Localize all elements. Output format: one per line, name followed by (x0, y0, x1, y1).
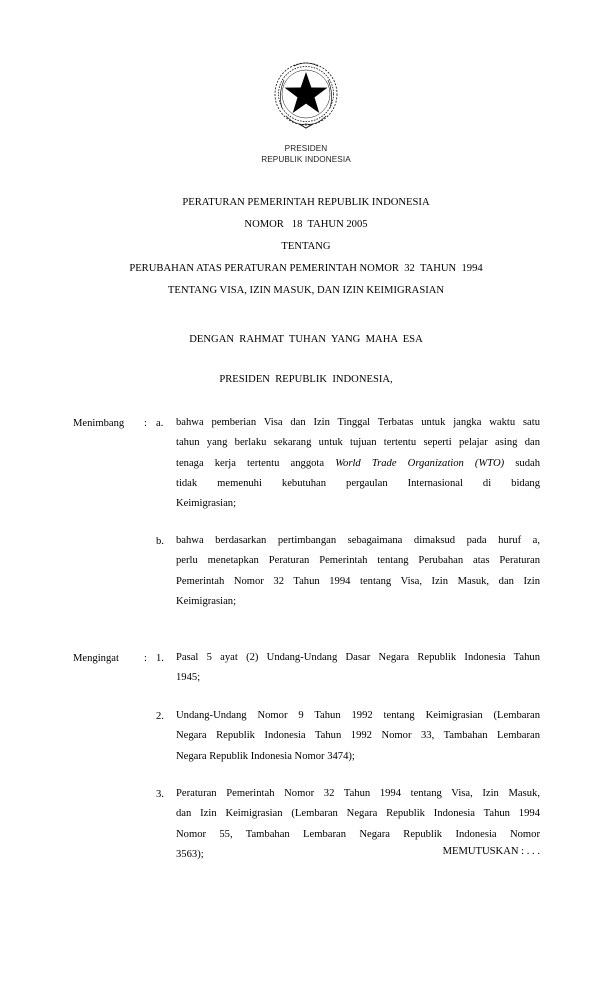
text-line: bahwa pemberian Visa dan Izin Tinggal Terbatas untuk jangka waktu satu (176, 417, 540, 428)
text-line: Undang-Undang Nomor 9 Tahun 1992 tentang Keimigrasian (Lembaran (176, 710, 540, 721)
authority: PRESIDEN REPUBLIK INDONESIA, (219, 374, 393, 385)
office-title-line1: PRESIDEN (284, 144, 328, 153)
text-line (176, 454, 540, 474)
invocation: DENGAN RAHMAT TUHAN YANG MAHA ESA (189, 334, 423, 345)
mengingat-item-2 (176, 706, 540, 767)
text-line: Negara Republik Indonesia Nomor 3474); (176, 750, 355, 762)
memutuskan-continuation: MEMUTUSKAN : . . . (442, 846, 540, 857)
text-line: tahun yang berlaku sekarang untuk tujuan tertentu seperti pelajar asing dan (176, 437, 540, 449)
regulation-number: NOMOR 18 TAHUN 2005 (244, 219, 368, 230)
mengingat-label: Mengingat (73, 653, 119, 664)
text-line: Nomor 55, Tambahan Lembaran Negara Republik Indonesia Nomor (176, 828, 540, 840)
text-run: sudah (504, 457, 540, 469)
menimbang-colon: : (144, 418, 147, 429)
regulation-tentang: TENTANG (281, 241, 331, 252)
mengingat-colon: : (144, 653, 147, 664)
text-line: Pemerintah Nomor 32 Tahun 1994 tentang Visa, Izin Masuk, dan Izin (176, 575, 540, 587)
text-line: bahwa berdasarkan pertimbangan sebagaimana dimaksud pada huruf a, (176, 535, 540, 546)
regulation-subject-line1: PERUBAHAN ATAS PERATURAN PEMERINTAH NOMOR 32 TAHUN 1994 (129, 263, 483, 274)
menimbang-marker-b: b. (156, 536, 164, 547)
text-line: Negara Republik Indonesia Tahun 1992 Nomor 33, Tambahan Lembaran (176, 730, 540, 742)
text-line: Keimigrasian; (176, 498, 237, 510)
mengingat-marker-1: 1. (156, 653, 164, 664)
regulation-subject-line2: TENTANG VISA, IZIN MASUK, DAN IZIN KEIMIGRASIAN (167, 285, 445, 296)
menimbang-item-a (176, 413, 540, 514)
mengingat-marker-2: 2. (156, 711, 164, 722)
text-line: 1945; (176, 672, 201, 684)
text-line: tidak memenuhi kebutuhan pergaulan Internasional di bidang (176, 477, 540, 489)
office-title-line2: REPUBLIK INDONESIA (261, 155, 351, 164)
text-line: Pasal 5 ayat (2) Undang-Undang Dasar Negara Republik Indonesia Tahun (176, 652, 540, 663)
text-line: Peraturan Pemerintah Nomor 32 Tahun 1994 tentang Visa, Izin Masuk, (176, 788, 540, 799)
wto-italic: World Trade Organization (WTO) (335, 457, 505, 469)
text-line: 3563); (176, 848, 204, 860)
garuda-star-emblem (272, 58, 340, 132)
menimbang-item-b (176, 531, 540, 612)
text-line: perlu menetapkan Peraturan Pemerintah tentang Perubahan atas Peraturan (176, 555, 540, 567)
mengingat-marker-3: 3. (156, 789, 164, 800)
presidential-seal-icon (272, 58, 340, 132)
text-run: tenaga kerja tertentu anggota (176, 457, 336, 469)
text-line: dan Izin Keimigrasian (Lembaran Negara Republik Indonesia Tahun 1994 (176, 808, 540, 820)
text-line: Keimigrasian; (176, 595, 237, 607)
menimbang-label: Menimbang (73, 418, 125, 429)
menimbang-marker-a: a. (156, 418, 164, 429)
mengingat-item-1 (176, 648, 540, 689)
regulation-title: PERATURAN PEMERINTAH REPUBLIK INDONESIA (182, 197, 430, 208)
